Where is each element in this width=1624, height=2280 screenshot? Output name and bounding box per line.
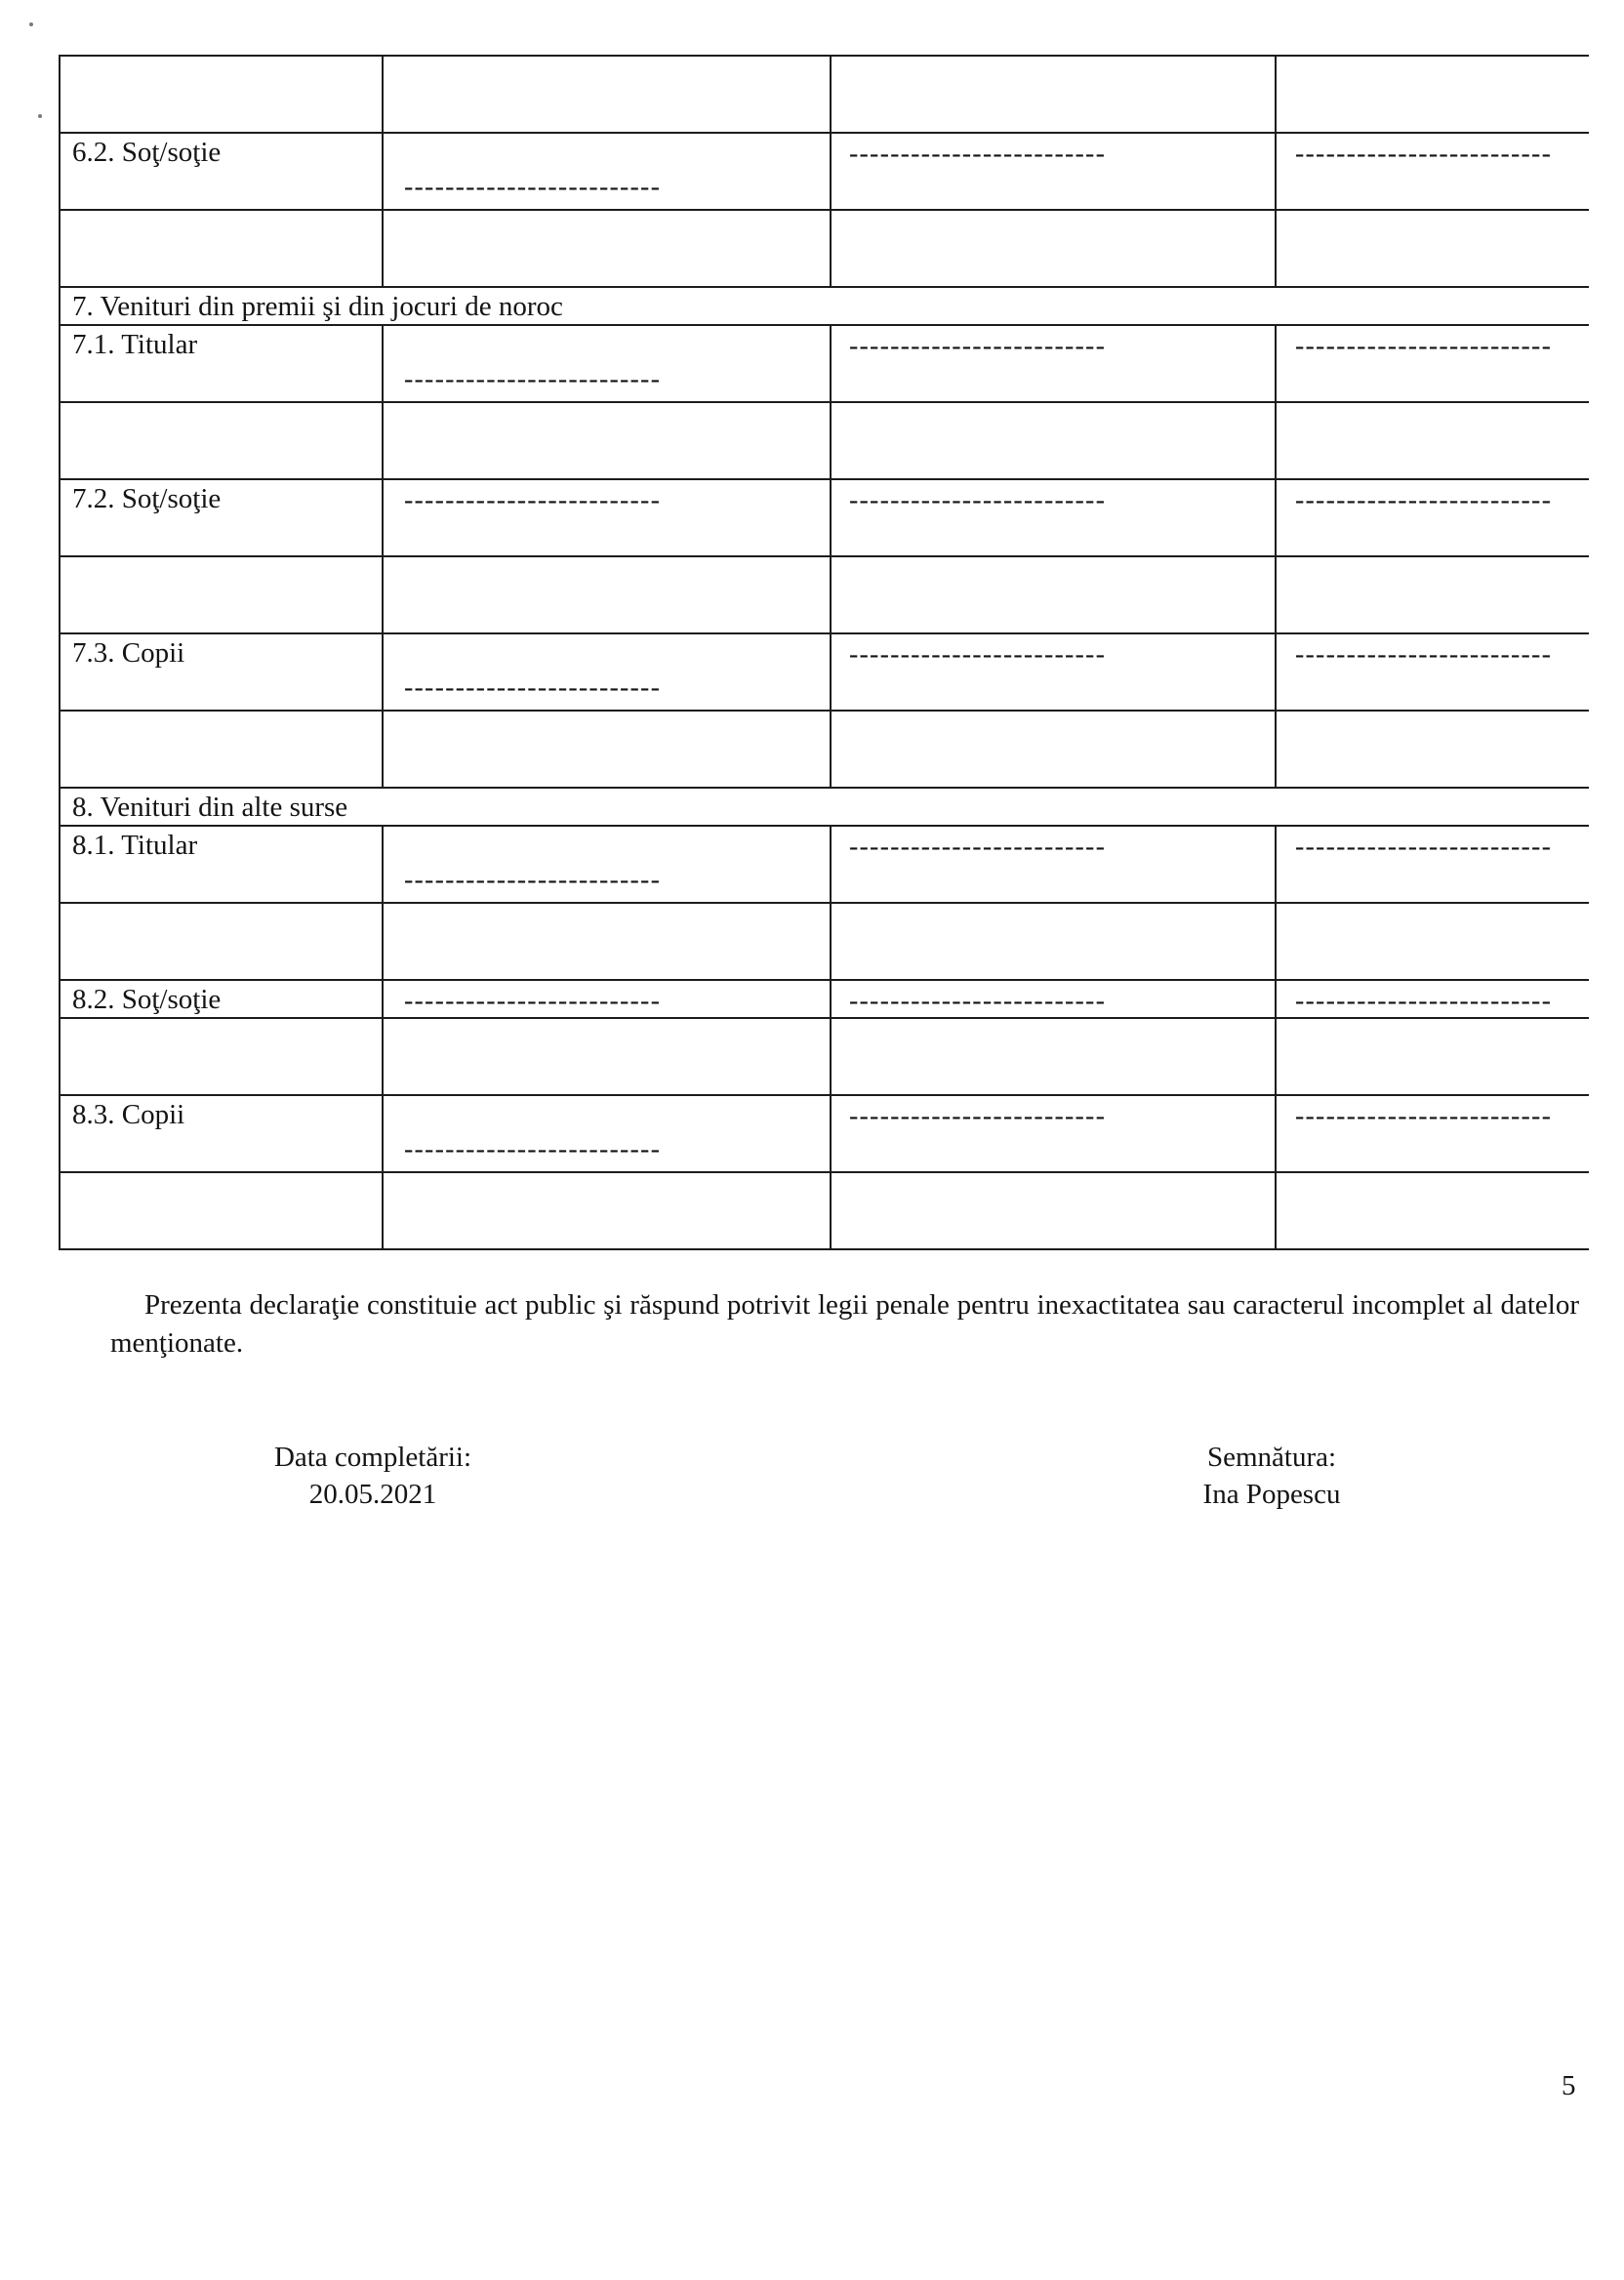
col4-cell xyxy=(1275,557,1589,632)
section-header-row xyxy=(61,787,1589,825)
dash-placeholder: ------------------------- xyxy=(849,832,1107,862)
signature-block xyxy=(1076,1439,1467,1513)
col4-cell xyxy=(1275,403,1589,478)
col4-cell xyxy=(1275,904,1589,979)
col4-cell xyxy=(1275,134,1589,209)
dash-placeholder: ------------------------- xyxy=(404,485,662,515)
dash-placeholder: ------------------------- xyxy=(1295,331,1553,361)
dash-placeholder: ------------------------- xyxy=(849,485,1107,515)
col2-cell xyxy=(382,480,830,555)
table-row xyxy=(61,632,1589,710)
table-row xyxy=(61,209,1589,286)
col2-cell xyxy=(382,1173,830,1248)
row-label-cell xyxy=(61,480,382,555)
dash-placeholder: ------------------------- xyxy=(404,986,662,1016)
col4-cell xyxy=(1275,326,1589,401)
section-header-row xyxy=(61,286,1589,324)
table-row xyxy=(61,132,1589,209)
row-label-cell xyxy=(61,57,382,132)
col2-cell xyxy=(382,57,830,132)
dash-placeholder: ------------------------- xyxy=(849,986,1107,1016)
row-label-cell xyxy=(61,211,382,286)
col3-cell xyxy=(830,211,1275,286)
table-row xyxy=(61,1017,1589,1094)
row-label: 7.2. Soţ/soţie xyxy=(72,483,222,514)
table-row xyxy=(61,55,1589,132)
row-label-cell xyxy=(61,827,382,902)
row-label-cell xyxy=(61,712,382,787)
col3-cell xyxy=(830,904,1275,979)
row-label-cell xyxy=(61,326,382,401)
col2-cell xyxy=(382,1096,830,1171)
dash-placeholder: ------------------------- xyxy=(1295,639,1553,670)
col4-cell xyxy=(1275,712,1589,787)
col2-cell xyxy=(382,403,830,478)
col2-cell xyxy=(382,712,830,787)
completion-date-block xyxy=(178,1439,568,1513)
col2-cell xyxy=(382,634,830,710)
col4-cell xyxy=(1275,634,1589,710)
row-label-cell xyxy=(61,134,382,209)
col2-cell xyxy=(382,326,830,401)
dash-placeholder: ------------------------- xyxy=(404,172,662,202)
col4-cell xyxy=(1275,57,1589,132)
row-label-cell xyxy=(61,981,382,1017)
table-row xyxy=(61,324,1589,401)
signature-label: Semnătura: xyxy=(1206,1442,1337,1473)
dash-placeholder: ------------------------- xyxy=(1295,832,1553,862)
scan-mark xyxy=(38,114,42,118)
dash-placeholder: ------------------------- xyxy=(849,639,1107,670)
section-title: 7. Venituri din premii şi din jocuri de noroc xyxy=(72,291,563,322)
row-label-cell xyxy=(61,1173,382,1248)
col2-cell xyxy=(382,1019,830,1094)
table-row xyxy=(61,555,1589,632)
row-label-cell xyxy=(61,403,382,478)
col4-cell xyxy=(1275,1096,1589,1171)
completion-date-value: 20.05.2021 xyxy=(308,1479,437,1510)
table-row xyxy=(61,902,1589,979)
col2-cell xyxy=(382,981,830,1017)
col4-cell xyxy=(1275,1019,1589,1094)
row-label-cell xyxy=(61,1019,382,1094)
row-label-cell xyxy=(61,1096,382,1171)
col3-cell xyxy=(830,57,1275,132)
dash-placeholder: ------------------------- xyxy=(404,1134,662,1164)
col2-cell xyxy=(382,211,830,286)
dash-placeholder: ------------------------- xyxy=(1295,485,1553,515)
col3-cell xyxy=(830,326,1275,401)
row-label: 7.3. Copii xyxy=(72,637,185,669)
col3-cell xyxy=(830,712,1275,787)
table-row xyxy=(61,401,1589,478)
table-row xyxy=(61,979,1589,1017)
col3-cell xyxy=(830,1173,1275,1248)
dash-placeholder: ------------------------- xyxy=(849,139,1107,169)
scan-mark xyxy=(29,22,33,26)
col2-cell xyxy=(382,827,830,902)
col3-cell xyxy=(830,480,1275,555)
row-label-cell xyxy=(61,634,382,710)
col2-cell xyxy=(382,904,830,979)
col3-cell xyxy=(830,403,1275,478)
col4-cell xyxy=(1275,981,1589,1017)
col3-cell xyxy=(830,134,1275,209)
col3-cell xyxy=(830,1096,1275,1171)
dash-placeholder: ------------------------- xyxy=(849,1101,1107,1131)
dash-placeholder: ------------------------- xyxy=(1295,1101,1553,1131)
table-row xyxy=(61,825,1589,902)
row-label: 8.1. Titular xyxy=(72,830,198,861)
row-label: 8.2. Soţ/soţie xyxy=(72,984,222,1015)
signature-name: Ina Popescu xyxy=(1202,1479,1341,1510)
dash-placeholder: ------------------------- xyxy=(404,672,662,703)
section-title: 8. Venituri din alte surse xyxy=(72,792,348,823)
row-label: 7.1. Titular xyxy=(72,329,198,360)
table-row xyxy=(61,710,1589,787)
row-label: 8.3. Copii xyxy=(72,1099,185,1130)
col3-cell xyxy=(830,557,1275,632)
row-label: 6.2. Soţ/soţie xyxy=(72,137,222,168)
dash-placeholder: ------------------------- xyxy=(404,865,662,895)
completion-date-label: Data completării: xyxy=(273,1442,472,1473)
col3-cell xyxy=(830,827,1275,902)
dash-placeholder: ------------------------- xyxy=(849,331,1107,361)
income-table xyxy=(59,55,1589,1250)
table-row xyxy=(61,478,1589,555)
col3-cell xyxy=(830,981,1275,1017)
page-number: 5 xyxy=(1562,2070,1576,2101)
col4-cell xyxy=(1275,1173,1589,1248)
table-row xyxy=(61,1094,1589,1171)
col2-cell xyxy=(382,557,830,632)
col3-cell xyxy=(830,1019,1275,1094)
col2-cell xyxy=(382,134,830,209)
col4-cell xyxy=(1275,827,1589,902)
dash-placeholder: ------------------------- xyxy=(404,364,662,394)
dash-placeholder: ------------------------- xyxy=(1295,986,1553,1016)
row-label-cell xyxy=(61,557,382,632)
row-label-cell xyxy=(61,904,382,979)
declaration-statement: Prezenta declaraţie constituie act public şi răspund potrivit legii penale pentru inexactitatea sau caracterul incomplet al datelor menţionate. xyxy=(110,1289,1579,1359)
col3-cell xyxy=(830,634,1275,710)
col4-cell xyxy=(1275,480,1589,555)
table-row xyxy=(61,1171,1589,1248)
dash-placeholder: ------------------------- xyxy=(1295,139,1553,169)
col4-cell xyxy=(1275,211,1589,286)
